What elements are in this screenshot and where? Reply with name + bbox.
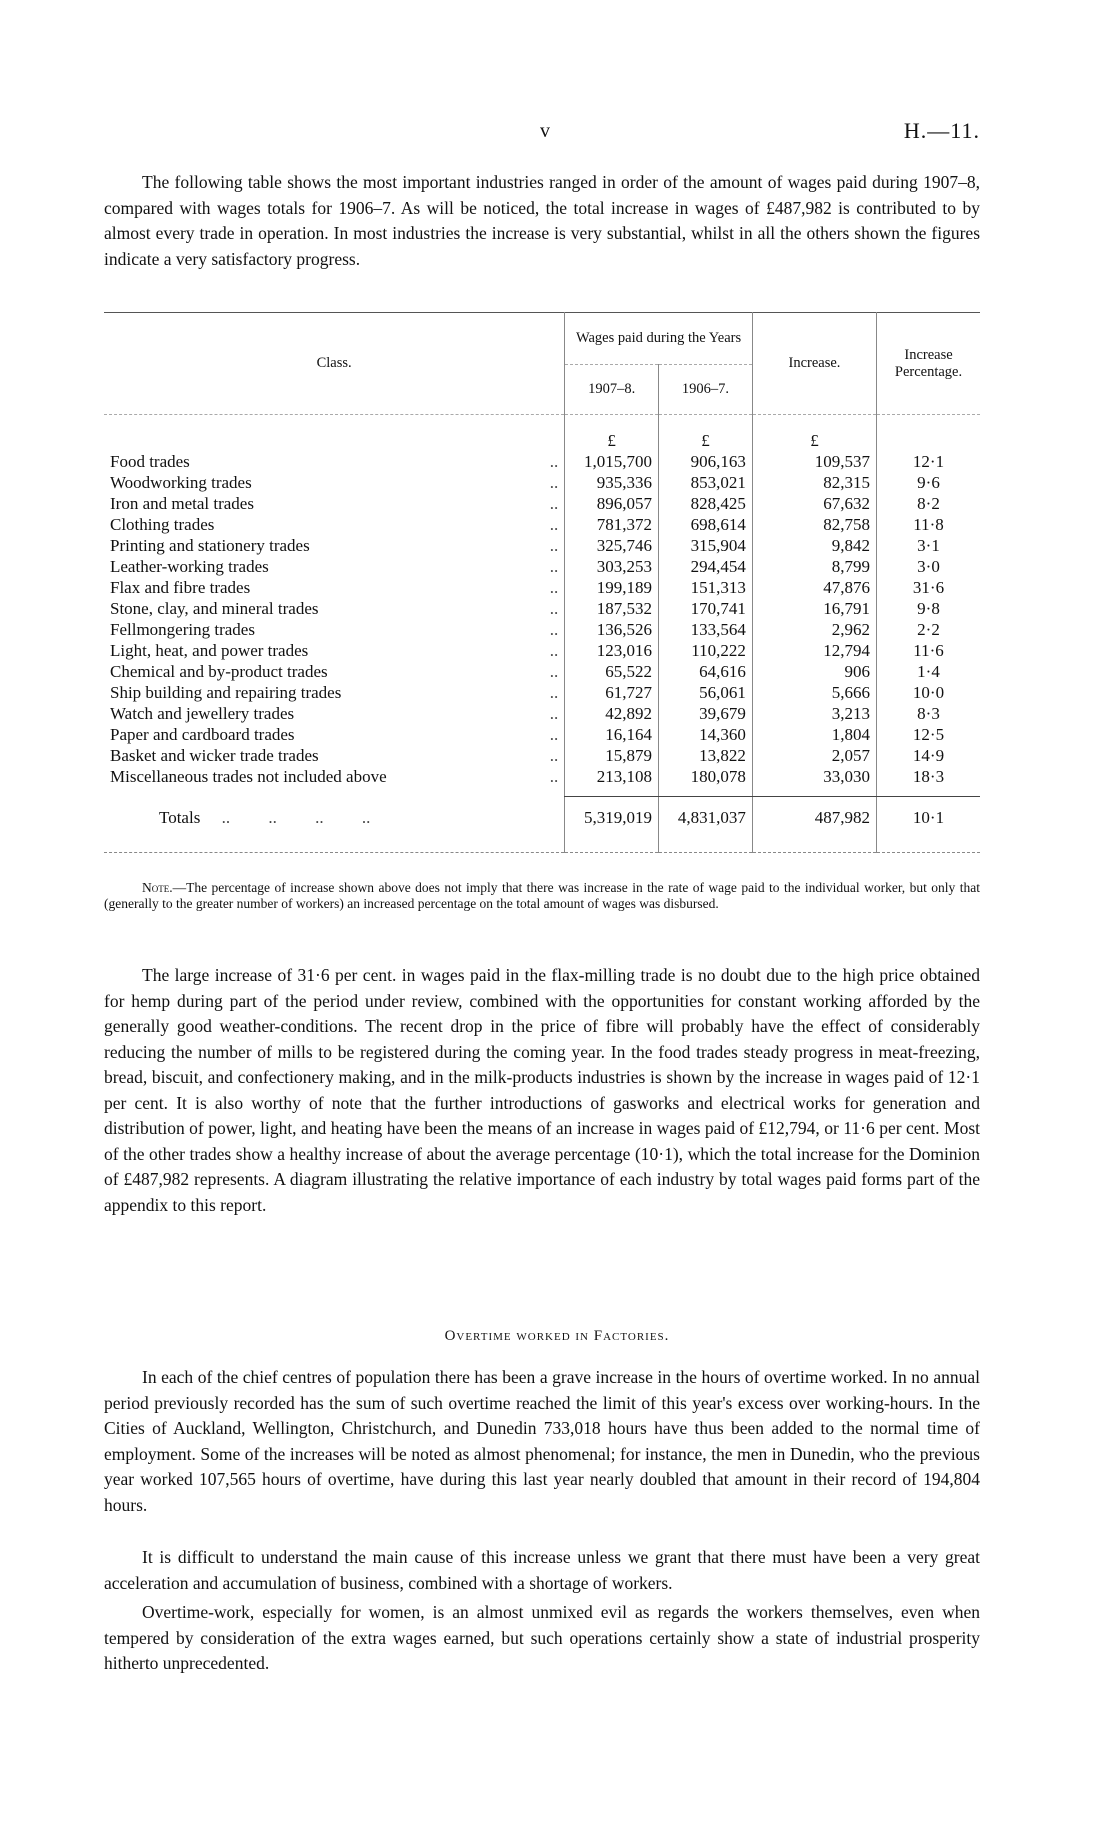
- leader-dots: ..: [549, 682, 559, 702]
- row-percentage: 1·4: [877, 661, 980, 682]
- table-row: [104, 535, 980, 556]
- table-row: [104, 493, 980, 514]
- row-percentage: 11·8: [877, 514, 980, 535]
- table-row: [104, 640, 980, 661]
- row-1907: 935,336: [565, 472, 659, 493]
- table-row: [104, 724, 980, 745]
- row-1907: 213,108: [565, 766, 659, 787]
- leader-dots: ..: [549, 514, 559, 534]
- leader-dots: ..: [549, 661, 559, 681]
- row-percentage: 2·2: [877, 619, 980, 640]
- table-row: [104, 703, 980, 724]
- leader-dots: ..: [549, 745, 559, 765]
- row-1906: 151,313: [659, 577, 753, 598]
- row-increase: 12,794: [752, 640, 876, 661]
- overtime-evil-paragraph: Overtime-work, especially for women, is an almost unmixed evil as regards the workers themselves, even when tempered by consideration of the extra wages earned, but such operations certainly show a state of industrial prosperity hitherto unprecedented.: [104, 1602, 980, 1673]
- row-1907: 16,164: [565, 724, 659, 745]
- row-class: Light, heat, and power trades: [110, 640, 309, 660]
- row-1906: 56,061: [659, 682, 753, 703]
- note-label: Note.: [142, 880, 173, 895]
- row-class: Woodworking trades: [110, 472, 252, 492]
- row-1906: 14,360: [659, 724, 753, 745]
- leader-dots: ..: [549, 619, 559, 639]
- row-percentage: 31·6: [877, 577, 980, 598]
- totals-row: Totals .. .. .. .. 5,319,019 4,831,037 487,982 10·1: [104, 797, 980, 839]
- table-row: [104, 682, 980, 703]
- row-1907: 65,522: [565, 661, 659, 682]
- row-increase: 82,758: [752, 514, 876, 535]
- row-1906: 64,616: [659, 661, 753, 682]
- intro-paragraph: The following table shows the most important industries ranged in order of the amount of wages paid during 1907–8, compared with wages totals for 1906–7. As will be noticed, the total increase in wages of £487,982 is contributed to by almost every trade in operation. In most industries the increase is very substantial, whilst in all the others shown the figures indicate a very satisfactory progress.: [104, 172, 980, 269]
- col-header-class: Class.: [104, 313, 565, 415]
- row-percentage: 10·0: [877, 682, 980, 703]
- leader-dots: ..: [549, 451, 559, 471]
- row-1907: 42,892: [565, 703, 659, 724]
- document-reference: H.—11.: [903, 118, 980, 143]
- row-1907: 1,015,700: [565, 451, 659, 472]
- row-increase: 8,799: [752, 556, 876, 577]
- table-row: [104, 766, 980, 787]
- table-row: [104, 577, 980, 598]
- wages-table: [104, 312, 980, 853]
- row-percentage: 9·6: [877, 472, 980, 493]
- row-class: Ship building and repairing trades: [110, 682, 342, 702]
- totals-label: Totals: [159, 807, 201, 827]
- row-1906: 170,741: [659, 598, 753, 619]
- row-1907: 61,727: [565, 682, 659, 703]
- row-1906: 110,222: [659, 640, 753, 661]
- row-class: Food trades: [110, 451, 190, 471]
- row-1907: 781,372: [565, 514, 659, 535]
- total-1906: 4,831,037: [659, 797, 753, 839]
- total-1907: 5,319,019: [565, 797, 659, 839]
- leader-dots: ..: [549, 556, 559, 576]
- row-1906: 294,454: [659, 556, 753, 577]
- row-percentage: 3·0: [877, 556, 980, 577]
- leader-dots: ..: [549, 766, 559, 786]
- row-1906: 180,078: [659, 766, 753, 787]
- row-increase: 906: [752, 661, 876, 682]
- col-header-1907: 1907–8.: [565, 365, 659, 415]
- row-class: Clothing trades: [110, 514, 215, 534]
- row-1906: 828,425: [659, 493, 753, 514]
- col-header-increase: Increase.: [752, 313, 876, 415]
- row-increase: 82,315: [752, 472, 876, 493]
- row-1906: 853,021: [659, 472, 753, 493]
- leader-dots: ..: [549, 535, 559, 555]
- currency-symbol: £: [659, 415, 753, 451]
- row-class: Basket and wicker trade trades: [110, 745, 319, 765]
- row-increase: 3,213: [752, 703, 876, 724]
- row-1906: 133,564: [659, 619, 753, 640]
- table-row: [104, 556, 980, 577]
- table-row: [104, 661, 980, 682]
- row-increase: 109,537: [752, 451, 876, 472]
- table-row: [104, 514, 980, 535]
- overtime-paragraph: In each of the chief centres of population there has been a grave increase in the hours of overtime worked. In no annual period previously recorded has the sum of such overtime reached the limit of this year's excess over working-hours. In the Cities of Auckland, Wellington, Christchurch, and Dunedin 733,018 hours have thus been added to the normal time of employment. Some of the increases will be noted as almost phenomenal; for instance, the men in Dunedin, who the previous year worked 107,565 hours of overtime, have during this last year nearly doubled that amount in their record of 194,804 hours.: [104, 1367, 980, 1515]
- cause-paragraph: It is difficult to understand the main cause of this increase unless we grant that there must have been a very great acceleration and accumulation of business, combined with a shortage of workers.: [104, 1547, 980, 1593]
- row-class: Stone, clay, and mineral trades: [110, 598, 319, 618]
- row-class: Flax and fibre trades: [110, 577, 251, 597]
- row-percentage: 3·1: [877, 535, 980, 556]
- col-header-wages-group: Wages paid during the Years: [565, 313, 753, 365]
- row-percentage: 18·3: [877, 766, 980, 787]
- total-percentage: 10·1: [877, 797, 980, 839]
- row-class: Leather-working trades: [110, 556, 269, 576]
- row-class: Miscellaneous trades not included above: [110, 766, 387, 786]
- row-percentage: 9·8: [877, 598, 980, 619]
- row-class: Iron and metal trades: [110, 493, 254, 513]
- currency-symbol: £: [752, 415, 876, 451]
- row-percentage: 11·6: [877, 640, 980, 661]
- row-1907: 123,016: [565, 640, 659, 661]
- table-row: [104, 451, 980, 472]
- row-increase: 33,030: [752, 766, 876, 787]
- leader-dots: ..: [549, 577, 559, 597]
- row-1907: 136,526: [565, 619, 659, 640]
- row-percentage: 8·2: [877, 493, 980, 514]
- row-1907: 325,746: [565, 535, 659, 556]
- row-increase: 5,666: [752, 682, 876, 703]
- currency-symbol: £: [565, 415, 659, 451]
- row-1906: 906,163: [659, 451, 753, 472]
- leader-dots: ..: [549, 472, 559, 492]
- row-percentage: 12·1: [877, 451, 980, 472]
- section-heading: Overtime worked in Factories.: [444, 1328, 670, 1344]
- row-1906: 13,822: [659, 745, 753, 766]
- table-row: [104, 472, 980, 493]
- row-increase: 1,804: [752, 724, 876, 745]
- row-increase: 9,842: [752, 535, 876, 556]
- table-row: [104, 619, 980, 640]
- row-increase: 2,962: [752, 619, 876, 640]
- leader-dots: ..: [549, 703, 559, 723]
- table-row: [104, 598, 980, 619]
- row-1907: 896,057: [565, 493, 659, 514]
- row-class: Printing and stationery trades: [110, 535, 310, 555]
- table-row: [104, 745, 980, 766]
- page-number: v: [540, 120, 550, 142]
- row-increase: 67,632: [752, 493, 876, 514]
- leader-dots: ..: [549, 640, 559, 660]
- row-class: Paper and cardboard trades: [110, 724, 295, 744]
- row-1906: 315,904: [659, 535, 753, 556]
- row-1907: 15,879: [565, 745, 659, 766]
- flax-paragraph: The large increase of 31·6 per cent. in wages paid in the flax-milling trade is no doubt due to the high price obtained for hemp during part of the period under review, combined with the opportunities for constant working afforded by the generally good weather-conditions. The recent drop in the price of fibre will probably have the effect of considerably reducing the number of mills to be registered during the coming year. In the food trades steady progress in meat-freezing, bread, biscuit, and confectionery making, and in the milk-products industries is shown by the increase in wages paid of 12·1 per cent. It is also worthy of note that the further introductions of gasworks and electrical works for generation and distribution of power, light, and heating have been the means of an increase in wages paid of £12,794, or 11·6 per cent. Most of the other trades show a healthy increase of about the average percentage (10·1), which the total increase for the Dominion of £487,982 represents. A diagram illustrating the relative importance of each industry by total wages paid forms part of the appendix to this report.: [104, 965, 980, 1215]
- row-1906: 698,614: [659, 514, 753, 535]
- leader-dots: ..: [549, 493, 559, 513]
- total-increase: 487,982: [752, 797, 876, 839]
- row-increase: 47,876: [752, 577, 876, 598]
- row-class: Chemical and by-product trades: [110, 661, 328, 681]
- col-header-1906: 1906–7.: [659, 365, 753, 415]
- leader-dots: ..: [549, 598, 559, 618]
- row-increase: 2,057: [752, 745, 876, 766]
- row-increase: 16,791: [752, 598, 876, 619]
- row-percentage: 14·9: [877, 745, 980, 766]
- row-1907: 187,532: [565, 598, 659, 619]
- row-class: Fellmongering trades: [110, 619, 255, 639]
- row-1906: 39,679: [659, 703, 753, 724]
- row-1907: 199,189: [565, 577, 659, 598]
- row-percentage: 12·5: [877, 724, 980, 745]
- row-percentage: 8·3: [877, 703, 980, 724]
- row-class: Watch and jewellery trades: [110, 703, 295, 723]
- col-header-percentage: Increase Percentage.: [877, 313, 980, 415]
- leader-dots: ..: [549, 724, 559, 744]
- table-note: [104, 880, 980, 912]
- row-1907: 303,253: [565, 556, 659, 577]
- note-text: —The percentage of increase shown above does not imply that there was increase in the rate of wage paid to the individual worker, but only that (generally to the greater number of workers) an increased percentage on the total amount of wages was disbursed.: [104, 880, 980, 911]
